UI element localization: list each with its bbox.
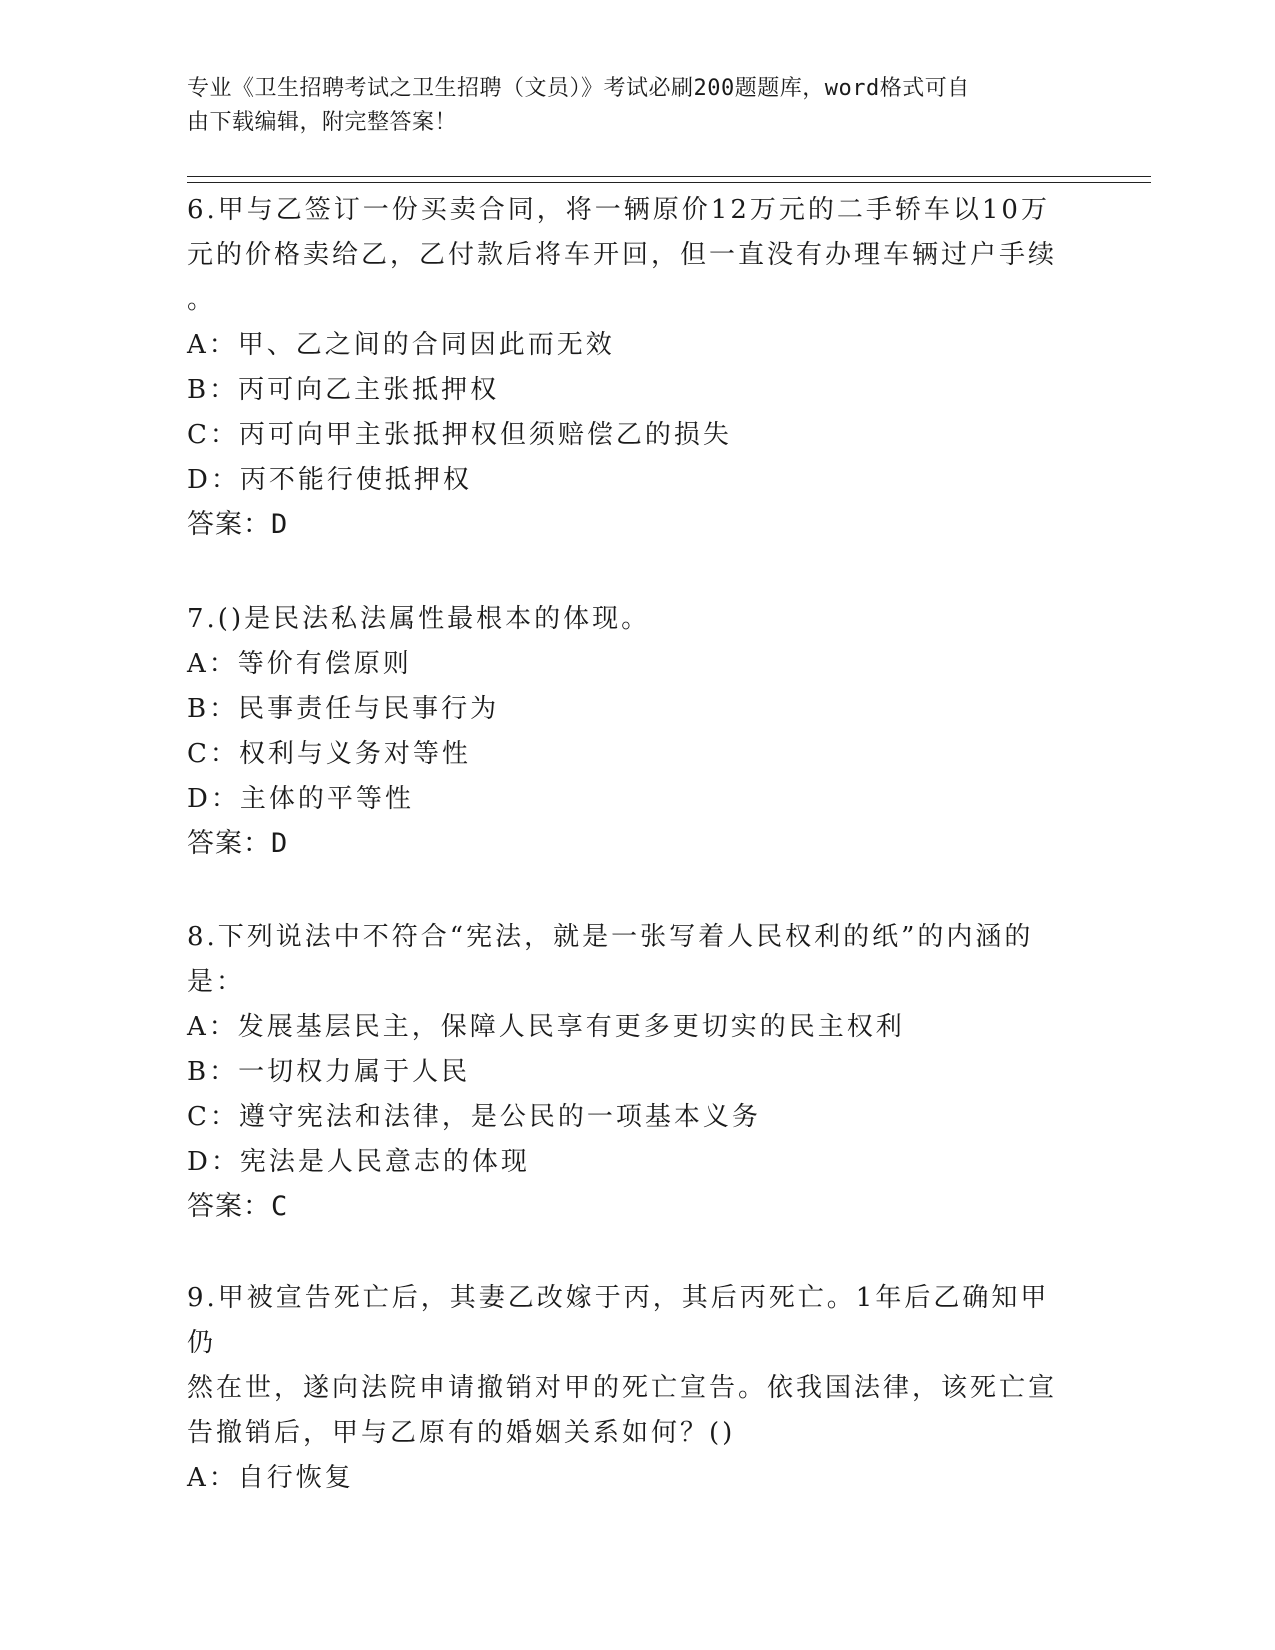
question-stem-line: 是： — [187, 967, 246, 997]
question-stem-line: 元的价格卖给乙，乙付款后将车开回，但一直没有办理车辆过户手续 — [187, 240, 1058, 270]
option-a: A：自行恢复 — [187, 1463, 354, 1493]
option-d: D：丙不能行使抵押权 — [187, 465, 472, 495]
answer: 答案：D — [187, 509, 289, 540]
option-c: C：权利与义务对等性 — [187, 739, 471, 769]
header-divider-top — [187, 176, 1151, 177]
question-6 — [187, 188, 1077, 547]
option-c: C：遵守宪法和法律，是公民的一项基本义务 — [187, 1102, 761, 1132]
option-d: D：宪法是人民意志的体现 — [187, 1147, 530, 1177]
option-c: C：丙可向甲主张抵押权但须赔偿乙的损失 — [187, 420, 732, 450]
document-header — [187, 72, 1077, 140]
option-b: B：民事责任与民事行为 — [187, 694, 500, 724]
question-stem-line: 。 — [187, 285, 217, 315]
option-d: D：主体的平等性 — [187, 784, 414, 814]
question-stem-line: 6.甲与乙签订一份买卖合同，将一辆原价12万元的二手轿车以10万 — [187, 195, 1050, 225]
question-8 — [187, 915, 1077, 1229]
option-b: B：丙可向乙主张抵押权 — [187, 375, 500, 405]
header-divider-bottom — [187, 182, 1151, 183]
question-stem-line: 告撤销后，甲与乙原有的婚姻关系如何？() — [187, 1418, 736, 1448]
question-9 — [187, 1276, 1077, 1501]
question-stem-line: 8.下列说法中不符合“宪法，就是一张写着人民权利的纸”的内涵的 — [187, 922, 1034, 952]
answer: 答案：C — [187, 1191, 289, 1222]
question-stem-line: 9.甲被宣告死亡后，其妻乙改嫁于丙，其后丙死亡。1年后乙确知甲仍 — [187, 1283, 1050, 1358]
question-stem-line: 7.()是民法私法属性最根本的体现。 — [187, 604, 651, 634]
header-line-2: 由下载编辑，附完整答案！ — [187, 110, 458, 135]
header-line-1: 专业《卫生招聘考试之卫生招聘（文员）》考试必刷200题题库，word格式可自 — [187, 76, 970, 101]
answer: 答案：D — [187, 828, 289, 859]
option-a: A：等价有偿原则 — [187, 649, 412, 679]
option-b: B：一切权力属于人民 — [187, 1057, 471, 1087]
option-a: A：甲、乙之间的合同因此而无效 — [187, 330, 615, 360]
option-a: A：发展基层民主，保障人民享有更多更切实的民主权利 — [187, 1012, 905, 1042]
question-7 — [187, 597, 1077, 866]
question-stem-line: 然在世，遂向法院申请撤销对甲的死亡宣告。依我国法律，该死亡宣 — [187, 1373, 1058, 1403]
